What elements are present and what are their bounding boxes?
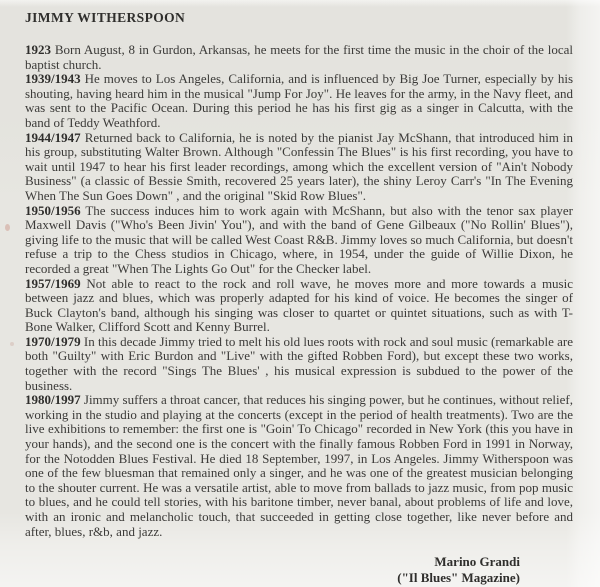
paragraph-text: Jimmy suffers a throat cancer, that reduces his singing power, but he continues, without relief, working in the studio and playing at the concerts (except in the period of health treatments). Two are the live exhibitions to remember: the first one is "Goin' To Chicago" recorded in New York (this you have in your hands), and the second one is the concert with the finally famous Robben Ford in 1991 in Norway, for the Notodden Blues Festival. He died 18 September, 1997, in Los Angeles. Jimmy Witherspoon was one of the few bluesman that remained only a singer, and he was one of the greatest musician belonging to the shouter current. He was a versatile artist, able to move from ballads to jazz music, from pop music to blues, and he could tell stories, with his baritone timber, never banal, about problems of life and love, with an ironic and melancholic touch, that succeeded in getting close together, like never before and after, blues, r&b, and jazz. [25,392,574,539]
bio-paragraph-1970-1979 [25,335,573,393]
paragraph-text: Returned back to California, he is noted by the pianist Jay McShann, that introduced him in his group, substituting Walter Brown. Although "Confessin The Blues" is his first recording, you have to wait until 1947 to hear his first leader recordings, among which the excellent version of "Ain't Nobody Business" (a classic of Bessie Smith, recovered 25 years later), the shiny Leroy Carr's "In The Evening When The Sun Goes Down" , and the original "Skid Row Blues". [25,129,573,203]
signature [25,554,520,585]
scan-speck [10,342,14,346]
scan-speck [5,224,10,231]
paragraph-text: He moves to Los Angeles, California, and is influenced by Big Joe Turner, especially by his shouting, having heard him in the musical "Jump For Joy". He leaves for the army, in the Navy fleet, and was sent to the Pacific Ocean. During this period he has his first gig as a singer in Calcutta, with the band of Teddy Weathford. [25,71,574,130]
biography-text [25,43,573,539]
year-range: 1970/1979 [25,333,81,349]
year-range: 1939/1943 [25,71,81,87]
signature-name: Marino Grandi [434,554,520,570]
year-range: 1950/1956 [25,202,81,218]
bio-paragraph-1957-1969 [25,277,573,335]
page-title: JIMMY WITHERSPOON [25,10,186,25]
year-range: 1957/1969 [25,275,81,291]
bio-paragraph-1980-1997 [25,393,573,539]
paragraph-text: Not able to react to the rock and roll wave, he moves more and more towards a music between jazz and blues, which was properly adapted for his kind of voice. He becomes the singer of Buck Clayton's band, although his singing was closer to quartet or quintet situations, such as with T-Bone Walker, Clifford Scott and Kenny Burrel. [25,275,573,335]
bio-paragraph-1944-1947 [25,131,573,204]
bio-paragraph-1939-1943 [25,72,573,130]
paragraph-text: The success induces him to work again with McShann, but also with the tenor sax player Maxwell Davis ("Who's Been Jivin' You"), and with the band of Gene Gilbeaux ("No Rollin' Blues"), giving life to the music that will be called West Coast R&B. Jimmy loves so much California, but doesn't refuse a trip to the Chess studios in Chicago, where, in 1954, under the guide of Willie Dixon, he recorded a great "When The Lights Go Out" for the Checker label. [25,202,573,276]
bio-paragraph-1950-1956 [25,204,573,277]
signature-credit: ("Il Blues" Magazine) [397,569,520,585]
bio-paragraph-1923 [25,43,573,72]
year-range: 1980/1997 [25,392,81,408]
year-range: 1923 [25,42,51,57]
paragraph-text: In this decade Jimmy tried to melt his old lues roots with rock and soul music (remarkable are both "Guilty" with Eric Burdon and "Live" with the gifted Robben Ford), but except these two works, together with the record "Sings The Blues' , his musical expression is subdued to the power of the business. [25,333,574,393]
year-range: 1944/1947 [25,129,81,145]
paragraph-text: Born August, 8 in Gurdon, Arkansas, he meets for the first time the music in the choir of the local baptist church. [25,42,574,72]
